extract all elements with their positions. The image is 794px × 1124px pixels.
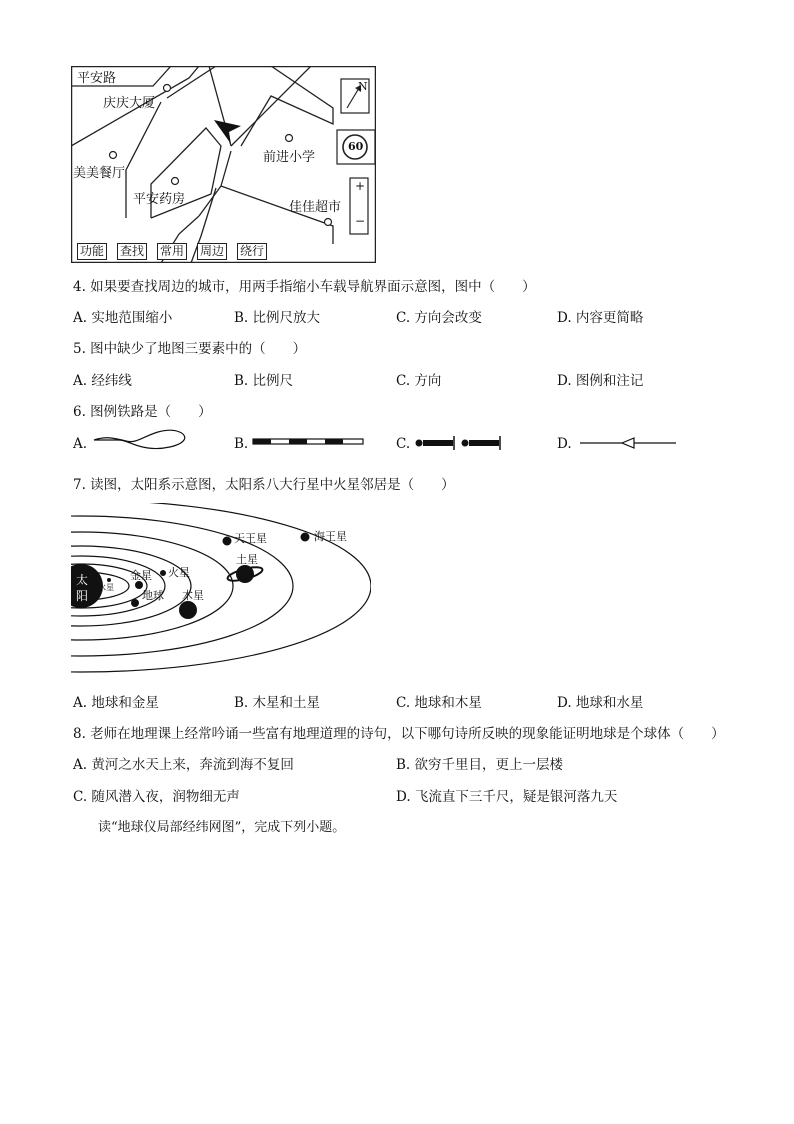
place-label: 平安药房 (133, 192, 186, 207)
option-a[interactable]: A. 实地范围缩小 (73, 310, 173, 326)
north-label: N (358, 80, 368, 93)
option-a[interactable]: A. 经纬线 (73, 373, 132, 389)
planet-label: 木星 (182, 589, 204, 602)
zoom-in-button[interactable]: + (355, 179, 366, 193)
option-d[interactable]: D. 地球和水星 (557, 695, 644, 711)
option-b[interactable]: B. 木星和土星 (234, 695, 321, 711)
option-c[interactable]: C. 方向 (396, 373, 442, 389)
planet-label: 天王星 (234, 532, 267, 545)
option-d[interactable]: D. 飞流直下三千尺，疑是银河落九天 (396, 789, 618, 805)
option-b[interactable]: B. (234, 436, 249, 452)
jupiter-icon (179, 601, 197, 619)
nearby-button[interactable]: 周边 (197, 243, 227, 260)
option-b[interactable]: B. 欲穷千里目，更上一层楼 (396, 757, 564, 773)
railway-symbol-icon (252, 437, 364, 447)
planet-label: 地球 (142, 589, 164, 602)
uranus-icon (223, 537, 232, 546)
common-button[interactable]: 常用 (157, 243, 187, 260)
option-d[interactable]: D. (557, 436, 572, 452)
mars-icon (160, 570, 166, 576)
place-label: 庆庆大厦 (103, 96, 156, 111)
saturn-icon (226, 565, 263, 584)
detour-button[interactable]: 绕行 (237, 243, 267, 260)
function-button[interactable]: 功能 (77, 243, 107, 260)
question-5: 5. 图中缺少了地图三要素中的（ ） (73, 341, 307, 357)
planet-label: 金星 (130, 569, 152, 582)
option-c[interactable]: C. 方向会改变 (396, 310, 482, 326)
sun-label-2: 阳 (76, 589, 89, 603)
question-7: 7. 读图，太阳系示意图，太阳系八大行星中火星邻居是（ ） (73, 477, 455, 493)
river-symbol-icon (92, 428, 192, 454)
sun-label-1: 太 (76, 573, 89, 587)
option-a[interactable]: A. (73, 436, 88, 452)
option-a[interactable]: A. 黄河之水天上来，奔流到海不复回 (73, 757, 294, 773)
option-c[interactable]: C. (396, 436, 411, 452)
place-label: 美美餐厅 (73, 166, 126, 181)
place-label: 佳佳超市 (289, 200, 342, 215)
planet-label: 海王星 (314, 530, 347, 543)
option-a[interactable]: A. 地球和金星 (73, 695, 159, 711)
place-label: 前进小学 (263, 150, 316, 165)
zoom-out-button[interactable]: − (355, 214, 366, 228)
question-4: 4. 如果要查找周边的城市，用两手指缩小车载导航界面示意图，图中（ ） (73, 279, 536, 295)
search-button[interactable]: 查找 (117, 243, 147, 260)
option-b[interactable]: B. 比例尺 (234, 373, 294, 389)
option-c[interactable]: C. 地球和木星 (396, 695, 482, 711)
option-d[interactable]: D. 内容更简略 (557, 310, 644, 326)
option-c[interactable]: C. 随风潜入夜，润物细无声 (73, 789, 240, 805)
planet-label: 水星 (98, 583, 114, 592)
earth-icon (131, 599, 139, 607)
speed-label: 60 (348, 140, 364, 153)
planet-label: 土星 (236, 553, 258, 566)
boundary-symbol-icon (410, 435, 506, 451)
navigation-map (71, 66, 376, 263)
option-b[interactable]: B. 比例尺放大 (234, 310, 321, 326)
question-8: 8. 老师在地理课上经常吟诵一些富有地理道理的诗句，以下哪句诗所反映的现象能证明地球是个球体（ ） (73, 726, 725, 742)
road-name-label: 平安路 (77, 71, 117, 86)
arrow-line-symbol-icon (578, 436, 678, 450)
neptune-icon (301, 533, 310, 542)
option-d[interactable]: D. 图例和注记 (557, 373, 644, 389)
section-intro: 读“地球仪局部经纬网图”，完成下列小题。 (98, 820, 346, 835)
question-6: 6. 图例铁路是（ ） (73, 404, 212, 420)
planet-label: 火星 (168, 566, 190, 579)
